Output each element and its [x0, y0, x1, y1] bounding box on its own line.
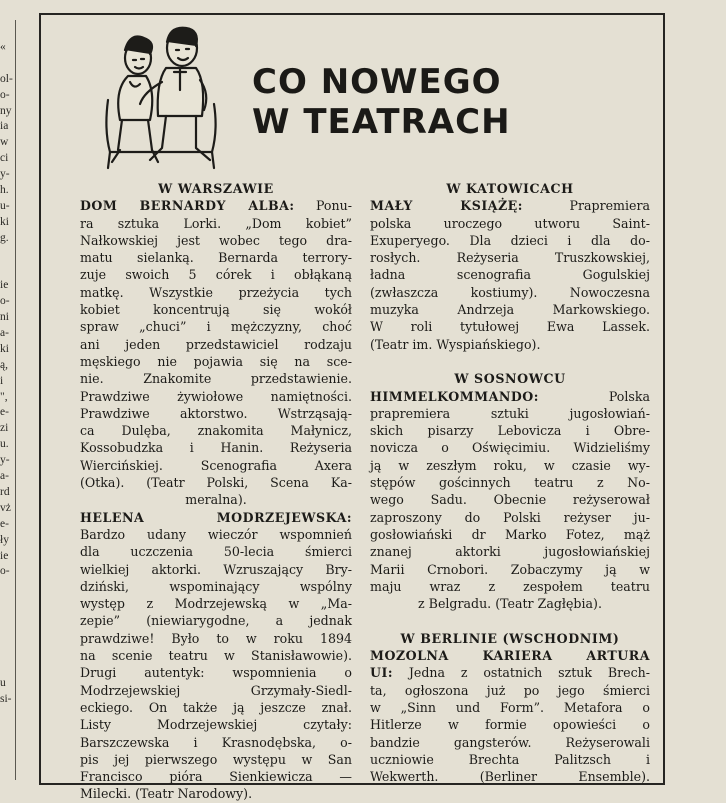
line-text: wielkiej aktorki. Wzruszający Bry- — [80, 561, 352, 577]
line-text: Wiercińskiej. Scenografia Axera — [80, 457, 352, 473]
margin-fragment: « — [0, 41, 6, 53]
margin-fragment: y- — [0, 454, 10, 467]
margin-fragment: i — [0, 374, 4, 387]
line-text: Listy Modrzejewskiej czytały: — [80, 717, 352, 733]
article-line — [370, 526, 650, 543]
article-line — [80, 232, 352, 249]
column-divider — [15, 20, 16, 780]
margin-fragment — [0, 612, 14, 628]
berlin-body — [370, 647, 650, 785]
couple-illustration — [100, 20, 225, 170]
city-heading-sosnowiec: W SOSNOWCU — [454, 371, 566, 387]
article-line — [370, 301, 650, 318]
margin-fragment — [0, 580, 14, 596]
line-text: eckiego. On także ją jeszcze znał. — [80, 699, 352, 715]
article-line — [80, 318, 352, 335]
line-text: Marii Crnobori. Zobaczymy ją w — [370, 561, 650, 577]
article-line — [370, 266, 650, 283]
margin-fragment: ki — [0, 342, 9, 355]
line-text: (Teatr im. Wyspiańskiego). — [370, 336, 541, 352]
line-text: spraw „chuci” i mężczyzny, choć — [80, 319, 352, 335]
article-line — [80, 405, 352, 422]
article-line — [80, 215, 352, 232]
line-text: rosłych. Reżyseria Truszkowskiej, — [370, 250, 650, 266]
article-line — [80, 578, 352, 595]
article-line — [80, 630, 352, 647]
margin-fragment: e- — [0, 406, 9, 419]
line-text: Milecki. (Teatr Narodowy). — [80, 786, 253, 802]
margin-fragment: h. — [0, 184, 9, 197]
margin-fragment: ie — [0, 279, 9, 292]
line-text: zepie” (niewiarygodne, a jednak — [80, 613, 352, 629]
article-line — [80, 197, 352, 214]
article-line — [370, 751, 650, 768]
article-line — [370, 543, 650, 560]
margin-fragment: o- — [0, 88, 10, 101]
article-line — [370, 595, 650, 612]
city-heading-warszawa: W WARSZAWIE — [158, 181, 274, 196]
article-line — [370, 561, 650, 578]
article-line — [370, 457, 650, 474]
line-text: ją w zeszłym roku, w czasie wy- — [370, 457, 650, 473]
article-line — [370, 509, 650, 526]
line-text: Drugi autentyk: wspomnienia o — [80, 665, 352, 681]
margin-fragment: g. — [0, 231, 9, 244]
article-line — [370, 336, 650, 353]
margin-fragment: ły — [0, 533, 9, 546]
margin-fragment: o- — [0, 295, 10, 308]
article-line — [80, 336, 352, 353]
margin-fragment: ", — [0, 390, 8, 403]
line-text: muzyka Andrzeja Markowskiego. — [370, 302, 650, 318]
line-text: zaproszony do Polski reżyser ju- — [370, 509, 650, 525]
margin-fragment — [0, 596, 14, 612]
article-line — [80, 647, 352, 664]
line-text: Polska — [538, 388, 650, 404]
warszawa-body — [80, 197, 352, 802]
line-text: meralna). — [185, 492, 247, 508]
line-text: na scenie teatru w Stanisławowie). — [80, 648, 352, 664]
margin-fragment — [0, 644, 14, 660]
article-line — [370, 284, 650, 301]
sosnowiec-body — [370, 388, 650, 613]
line-text: Kossobudzka i Hanin. Reżyseria — [80, 440, 352, 456]
article-line — [80, 751, 352, 768]
line-text: bandzie gangsterów. Reżyserowali — [370, 734, 650, 750]
article-line — [370, 388, 650, 405]
left-column-fragments — [0, 40, 14, 707]
margin-fragment: zi — [0, 422, 9, 435]
margin-fragment — [0, 247, 14, 263]
page-title — [252, 62, 552, 142]
article-line — [80, 266, 352, 283]
article-line — [370, 474, 650, 491]
article-line — [80, 301, 352, 318]
line-text: maju wraz z zespołem teatru — [370, 578, 650, 594]
margin-fragment — [0, 56, 14, 72]
line-text: dziński, wspominający wspólny — [80, 578, 352, 594]
play-title: MOZOLNA KARIERA ARTURA — [370, 648, 650, 664]
article-line — [80, 353, 352, 370]
article-line — [370, 578, 650, 595]
margin-fragment: w — [0, 136, 9, 149]
line-text: męskiego nie pojawia się na sce- — [80, 353, 352, 369]
line-text: w „Sinn und Form”. Metafora o — [370, 699, 650, 715]
right-column — [370, 180, 650, 785]
article-line — [80, 561, 352, 578]
title-line-2: W TEATRACH — [252, 102, 511, 142]
line-text: zuje swoich 5 córek i obłąkaną — [80, 267, 352, 283]
article-line — [80, 509, 352, 526]
article-line — [80, 474, 352, 491]
article-line — [80, 595, 352, 612]
article-line — [80, 785, 352, 802]
article-line — [80, 284, 352, 301]
line-text: Barszczewska i Krasnodębska, o- — [80, 734, 352, 750]
margin-fragment: si- — [0, 692, 12, 705]
margin-fragment: u. — [0, 438, 9, 451]
play-title: HELENA MODRZEJEWSKA: — [80, 509, 352, 525]
line-text: Francisco pióra Sienkiewicza — — [80, 769, 352, 785]
article-line — [370, 422, 650, 439]
article-line — [370, 682, 650, 699]
margin-fragment: ol- — [0, 72, 13, 85]
margin-fragment: u — [0, 676, 6, 689]
margin-fragment: ki — [0, 215, 9, 228]
article-line — [80, 716, 352, 733]
katowice-body — [370, 197, 650, 353]
line-text: występ z Modrzejewską w „Ma- — [80, 596, 352, 612]
line-text: matkę. Wszystkie przeżycia tych — [80, 284, 352, 300]
title-line-1: CO NOWEGO — [252, 62, 502, 102]
line-text: Wekwerth. (Berliner Ensemble). — [370, 769, 650, 785]
line-text: matu sielanką. Bernarda terrory- — [80, 250, 352, 266]
article-line — [80, 457, 352, 474]
line-text: wego Sadu. Obecnie reżyserował — [370, 492, 650, 508]
margin-fragment — [0, 628, 14, 644]
margin-fragment: vż — [0, 501, 11, 514]
margin-fragment — [0, 660, 14, 676]
article-line — [370, 491, 650, 508]
line-text: polska uroczego utworu Saint- — [370, 215, 650, 231]
margin-fragment — [0, 262, 14, 278]
line-text: W roli tytułowej Ewa Lassek. — [370, 319, 650, 335]
article-line — [80, 370, 352, 387]
article-line — [370, 664, 650, 681]
article-line — [370, 647, 650, 664]
article-line — [370, 768, 650, 785]
line-text: kobiet koncentrują się wokół — [80, 302, 352, 318]
line-text: Jedna z ostatnich sztuk Brech- — [393, 665, 650, 681]
article-line — [80, 699, 352, 716]
margin-fragment: ie — [0, 549, 9, 562]
article-line — [80, 249, 352, 266]
line-text: Prawdziwe aktorstwo. Wstrząsają- — [80, 405, 352, 421]
article-line — [80, 526, 352, 543]
article-line — [370, 197, 650, 214]
line-text: ra sztuka Lorki. „Dom kobiet” — [80, 215, 352, 231]
line-text: znanej aktorki jugosłowiańskiej — [370, 544, 650, 560]
article-line — [80, 491, 352, 508]
line-text: Nałkowskiej jest wobec tego dra- — [80, 232, 352, 248]
line-text: nie. Znakomite przedstawienie. — [80, 371, 352, 387]
line-text: stępów gościnnych teatru z No- — [370, 475, 650, 491]
margin-fragment: o- — [0, 565, 10, 578]
line-text: ca Dulęba, znakomita Małynicz, — [80, 423, 352, 439]
line-text: Hitlerze w formie opowieści o — [370, 717, 650, 733]
article-line — [370, 318, 650, 335]
left-column — [80, 180, 352, 803]
line-text: pis jej pierwszego występu w San — [80, 751, 352, 767]
line-text: Ponu- — [294, 198, 352, 214]
play-title: HIMMELKOMMANDO: — [370, 388, 539, 404]
line-text: dla uczczenia 50-lecia śmierci — [80, 544, 352, 560]
article-line — [80, 768, 352, 785]
line-text: ładna scenografia Gogulskiej — [370, 267, 650, 283]
article-line — [370, 249, 650, 266]
margin-fragment: ny — [0, 104, 12, 117]
play-title: UI: — [370, 665, 394, 681]
margin-fragment: ą, — [0, 358, 8, 371]
article-line — [370, 734, 650, 751]
margin-fragment: ni — [0, 311, 9, 324]
city-heading-katowice: W KATOWICACH — [446, 181, 574, 196]
line-text: (Otka). (Teatr Polski, Scena Ka- — [80, 475, 352, 491]
margin-fragment: u- — [0, 199, 10, 212]
article-line — [80, 388, 352, 405]
line-text: Prawdziwe żywiołowe namiętności. — [80, 388, 352, 404]
margin-fragment: a- — [0, 470, 9, 483]
article-line — [80, 439, 352, 456]
play-title: DOM BERNARDY ALBA: — [80, 198, 295, 214]
article-line — [80, 734, 352, 751]
line-text: ta, ogłoszona już po jego śmierci — [370, 682, 650, 698]
line-text: Exuperyego. Dla dzieci i dla do- — [370, 232, 650, 248]
line-text: Modrzejewskiej Grzymały-Siedl- — [80, 682, 352, 698]
line-text: ani jeden przedstawiciel rodzaju — [80, 336, 352, 352]
article-line — [370, 439, 650, 456]
margin-fragment: rd — [0, 485, 10, 498]
line-text: (zwłaszcza kostiumy). Nowoczesna — [370, 284, 650, 300]
city-heading-berlin: W BERLINIE (WSCHODNIM) — [400, 630, 620, 646]
article-line — [80, 682, 352, 699]
line-text: prapremiera sztuki jugosłowiań- — [370, 405, 650, 421]
line-text: prawdziwe! Było to w roku 1894 — [80, 630, 352, 646]
line-text: Prapremiera — [522, 198, 650, 214]
margin-fragment: a- — [0, 327, 9, 340]
play-title: MAŁY KSIĄŻĘ: — [370, 198, 523, 214]
line-text: gosłowiański dr Marko Fotez, mąż — [370, 526, 650, 542]
margin-fragment: ci — [0, 152, 9, 165]
line-text: novicza o Oświęcimiu. Widzieliśmy — [370, 440, 650, 456]
article-line — [370, 716, 650, 733]
margin-fragment: y- — [0, 168, 10, 181]
article-line — [370, 215, 650, 232]
margin-fragment: e- — [0, 517, 9, 530]
margin-fragment: ia — [0, 120, 9, 133]
article-line — [370, 405, 650, 422]
line-text: z Belgradu. (Teatr Zagłębia). — [418, 596, 602, 612]
line-text: Bardzo udany wieczór wspomnień — [80, 526, 352, 542]
article-line — [370, 232, 650, 249]
line-text: skich pisarzy Lebovicza i Obre- — [370, 423, 650, 439]
article-line — [370, 699, 650, 716]
article-line — [80, 612, 352, 629]
line-text: uczniowie Brechta Palitzsch i — [370, 751, 650, 767]
article-line — [80, 543, 352, 560]
article-line — [80, 664, 352, 681]
article-line — [80, 422, 352, 439]
